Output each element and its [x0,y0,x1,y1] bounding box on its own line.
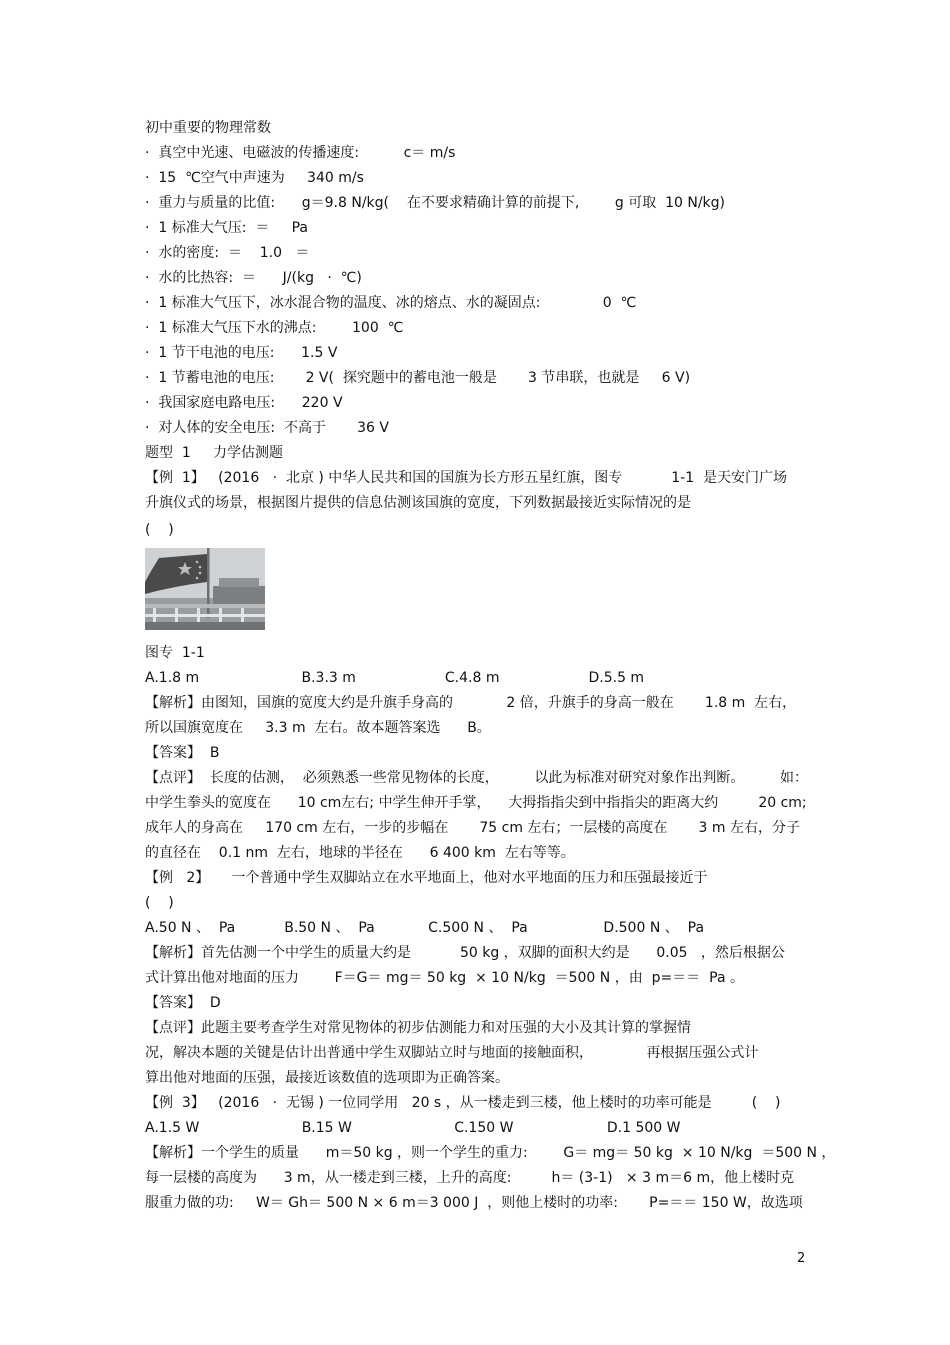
flag-raising-photo [145,548,265,630]
choice-options: A.1.8 m B.3.3 m C.4.8 m D.5.5 m [145,670,645,686]
example-2-text: 【例 2】 一个普通中学生双脚站立在水平地面上，他对水平地面的压力和压强最接近于 [145,870,708,886]
choice-options: A.50 N 、 Pa B.50 N 、 Pa C.500 N 、 Pa D.500 N 、 Pa [145,920,705,936]
analysis-text: 服重力做的功: W＝ Gh＝ 500 N × 6 m＝3 000 J ，则他上楼时的功率: P=＝＝ 150 W，故选项 [145,1195,803,1211]
analysis-text: 【解析】首先估测一个中学生的质量大约是 50 kg ，双脚的面积大约是 0.05 ，然后根据公 [145,945,785,961]
constant-item: · 1 标准大气压下，冰水混合物的温度、冰的熔点、水的凝固点: 0 ℃ [145,295,637,311]
constant-item: · 15 ℃空气中声速为 340 m/s [145,170,364,186]
example-3-text: 【例 3】 (2016 · 无锡 ) 一位同学用 20 s ，从一楼走到三楼，他上楼时的功率可能是 ( ) [145,1095,781,1111]
comment-text: 况，解决本题的关键是估计出普通中学生双脚站立时与地面的接触面积， 再根据压强公式计 [145,1045,759,1061]
constant-item: · 水的密度: ＝ 1.0 ＝ [145,245,310,261]
example-1-text: 升旗仪式的场景，根据图片提供的信息估测该国旗的宽度，下列数据最接近实际情况的是 [145,495,691,511]
analysis-text: 式计算出他对地面的压力 F＝G＝ mg＝ 50 kg × 10 N/kg ＝500 N ，由 p=＝＝ Pa 。 [145,970,744,986]
comment-text: 算出他对地面的压强，最接近该数值的选项即为正确答案。 [145,1070,509,1086]
analysis-text: 所以国旗宽度在 3.3 m 左右。故本题答案选 B。 [145,720,491,736]
comment-text: 【点评】此题主要考查学生对常见物体的初步估测能力和对压强的大小及其计算的掌握情 [145,1020,691,1036]
constant-item: · 1 节干电池的电压: 1.5 V [145,345,338,361]
constant-item: · 水的比热容: ＝ J/(kg · ℃) [145,270,362,286]
answer-blank: ( ) [145,895,174,911]
constant-item: · 真空中光速、电磁波的传播速度: c＝ m/s [145,145,456,161]
constant-item: · 我国家庭电路电压: 220 V [145,395,343,411]
choice-options: A.1.5 W B.15 W C.150 W D.1 500 W [145,1120,681,1136]
example-1-text: 【例 1】 (2016 · 北京 ) 中华人民共和国的国旗为长方形五星红旗，图专 1-1 是天安门广场 [145,470,788,486]
constant-item: · 重力与质量的比值: g＝9.8 N/kg( 在不要求精确计算的前提下, g 可取 10 N/kg) [145,195,726,211]
topic-heading: 题型 1 力学估测题 [145,445,284,461]
analysis-text: 【解析】由图知，国旗的宽度大约是升旗手身高的 2 倍，升旗手的身高一般在 1.8 m 左右， [145,695,797,711]
constant-item: · 1 标准大气压下水的沸点: 100 ℃ [145,320,404,336]
constant-item: · 1 节蓄电池的电压: 2 V( 探究题中的蓄电池一般是 3 节串联，也就是 6 V) [145,370,691,386]
comment-text: 的直径在 0.1 nm 左右，地球的半径在 6 400 km 左右等等。 [145,845,575,861]
analysis-text: 【解析】一个学生的质量 m＝50 kg ，则一个学生的重力: G＝ mg＝ 50 kg × 10 N/kg ＝500 N ， [145,1145,836,1161]
figure-caption: 图专 1-1 [145,645,205,661]
section-title: 初中重要的物理常数 [145,120,271,136]
answer-blank: ( ) [145,522,174,538]
comment-text: 【点评】 长度的估测， 必须熟悉一些常见物体的长度， 以此为标准对研究对象作出判断。 如： [145,770,809,786]
page-number: 2 [797,1251,806,1266]
constant-item: · 1 标准大气压: ＝ Pa [145,220,308,236]
comment-text: 中学生拳头的宽度在 10 cm左右; 中学生伸开手掌， 大拇指指尖到中指指尖的距离大约 20 cm; [145,795,807,811]
constant-item: · 对人体的安全电压: 不高于 36 V [145,420,389,436]
analysis-text: 每一层楼的高度为 3 m，从一楼走到三楼，上升的高度: h＝ (3-1) × 3 m＝6 m，他上楼时克 [145,1170,795,1186]
answer-text: 【答案】 D [145,995,221,1011]
answer-text: 【答案】 B [145,745,220,761]
comment-text: 成年人的身高在 170 cm 左右，一步的步幅在 75 cm 左右；一层楼的高度在 3 m 左右，分子 [145,820,801,836]
